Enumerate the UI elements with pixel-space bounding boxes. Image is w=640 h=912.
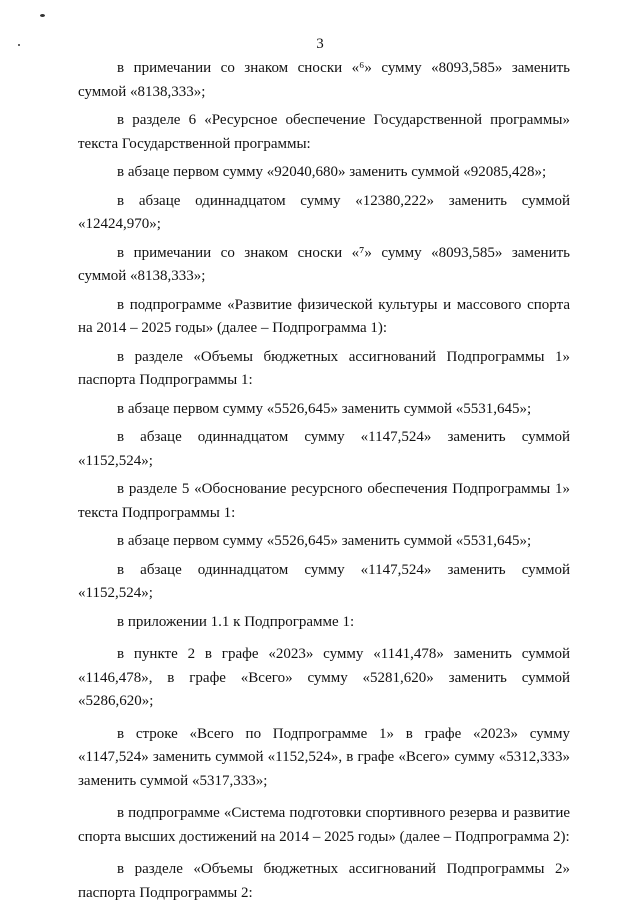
paragraph: в подпрограмме «Система подготовки спортивного резерва и развитие спорта высших достижений на 2014 – 2025 годы» (далее – Подпрограмма 2): xyxy=(78,805,570,845)
paragraph: в абзаце одиннадцатом сумму «1147,524» заменить суммой «1152,524»; xyxy=(78,561,570,601)
paragraph: в примечании со знаком сноски «⁶» сумму «8093,585» заменить суммой «8138,333»; xyxy=(78,60,570,100)
document-body xyxy=(78,57,570,910)
paragraph: в абзаце первом сумму «5526,645» заменить суммой «5531,645»; xyxy=(117,400,532,417)
paragraph: в разделе «Объемы бюджетных ассигнований Подпрограммы 1» паспорта Подпрограммы 1: xyxy=(78,348,570,388)
paragraph: в абзаце одиннадцатом сумму «1147,524» заменить суммой «1152,524»; xyxy=(78,429,570,469)
paragraph: в приложении 1.1 к Подпрограмме 1: xyxy=(117,613,355,630)
paragraph: в разделе 6 «Ресурсное обеспечение Государственной программы» текста Государственной программы: xyxy=(78,112,570,152)
paragraph: в абзаце первом сумму «92040,680» заменить суммой «92085,428»; xyxy=(117,164,547,180)
paragraph: в абзаце первом сумму «5526,645» заменить суммой «5531,645»; xyxy=(117,533,532,549)
paragraph: в абзаце одиннадцатом сумму «12380,222» заменить суммой «12424,970»; xyxy=(78,192,570,232)
paragraph: в разделе «Объемы бюджетных ассигнований Подпрограммы 2» паспорта Подпрограммы 2: xyxy=(78,861,570,901)
page-number: 3 xyxy=(316,36,324,52)
scan-speck-mark xyxy=(40,14,45,17)
paragraph: в строке «Всего по Подпрограмме 1» в графе «2023» сумму «1147,524» заменить суммой «1152,524», в графе «Всего» сумму «5312,333» заменить суммой «5317,333»; xyxy=(78,725,570,789)
paragraph: в пункте 2 в графе «2023» сумму «1141,478» заменить суммой «1146,478», в графе «Всего» сумму «5281,620» заменить суммой «5286,620»; xyxy=(78,646,570,709)
paragraph: в разделе 5 «Обоснование ресурсного обеспечения Подпрограммы 1» текста Подпрограммы 1: xyxy=(78,481,570,521)
paragraph: в примечании со знаком сноски «⁷» сумму «8093,585» заменить суммой «8138,333»; xyxy=(78,244,570,284)
paragraph: в подпрограмме «Развитие физической культуры и массового спорта на 2014 – 2025 годы» (далее – Подпрограмма 1): xyxy=(78,296,570,336)
